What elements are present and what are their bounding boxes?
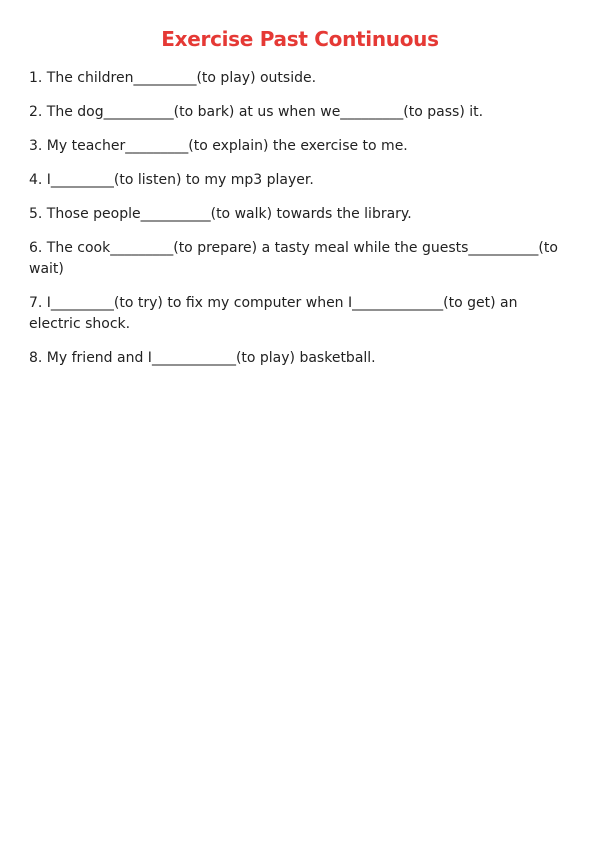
exercise-item-text: 7. I_________(to try) to fix my computer when I_____________(to get) an electric shock. — [29, 295, 518, 332]
exercise-list — [29, 68, 569, 382]
exercise-item-text: 3. My teacher_________(to explain) the exercise to me. — [29, 138, 408, 154]
exercise-item-text: 8. My friend and I____________(to play) basketball. — [29, 350, 376, 366]
exercise-item-text: 5. Those people__________(to walk) towards the library. — [29, 206, 412, 222]
exercise-item-8 — [29, 348, 569, 369]
exercise-item-1 — [29, 68, 569, 89]
page-title: Exercise Past Continuous — [161, 27, 439, 51]
exercise-item-2 — [29, 102, 569, 123]
exercise-item-6 — [29, 238, 569, 280]
exercise-item-3 — [29, 136, 569, 157]
exercise-item-4 — [29, 170, 569, 191]
exercise-item-text: 1. The children_________(to play) outside. — [29, 70, 317, 86]
exercise-item-text: 2. The dog__________(to bark) at us when we_________(to pass) it. — [29, 104, 484, 120]
exercise-item-7 — [29, 293, 569, 335]
exercise-item-text: 6. The cook_________(to prepare) a tasty meal while the guests__________(to wait) — [29, 240, 558, 277]
exercise-item-5 — [29, 204, 569, 225]
exercise-item-text: 4. I_________(to listen) to my mp3 player. — [29, 172, 314, 188]
